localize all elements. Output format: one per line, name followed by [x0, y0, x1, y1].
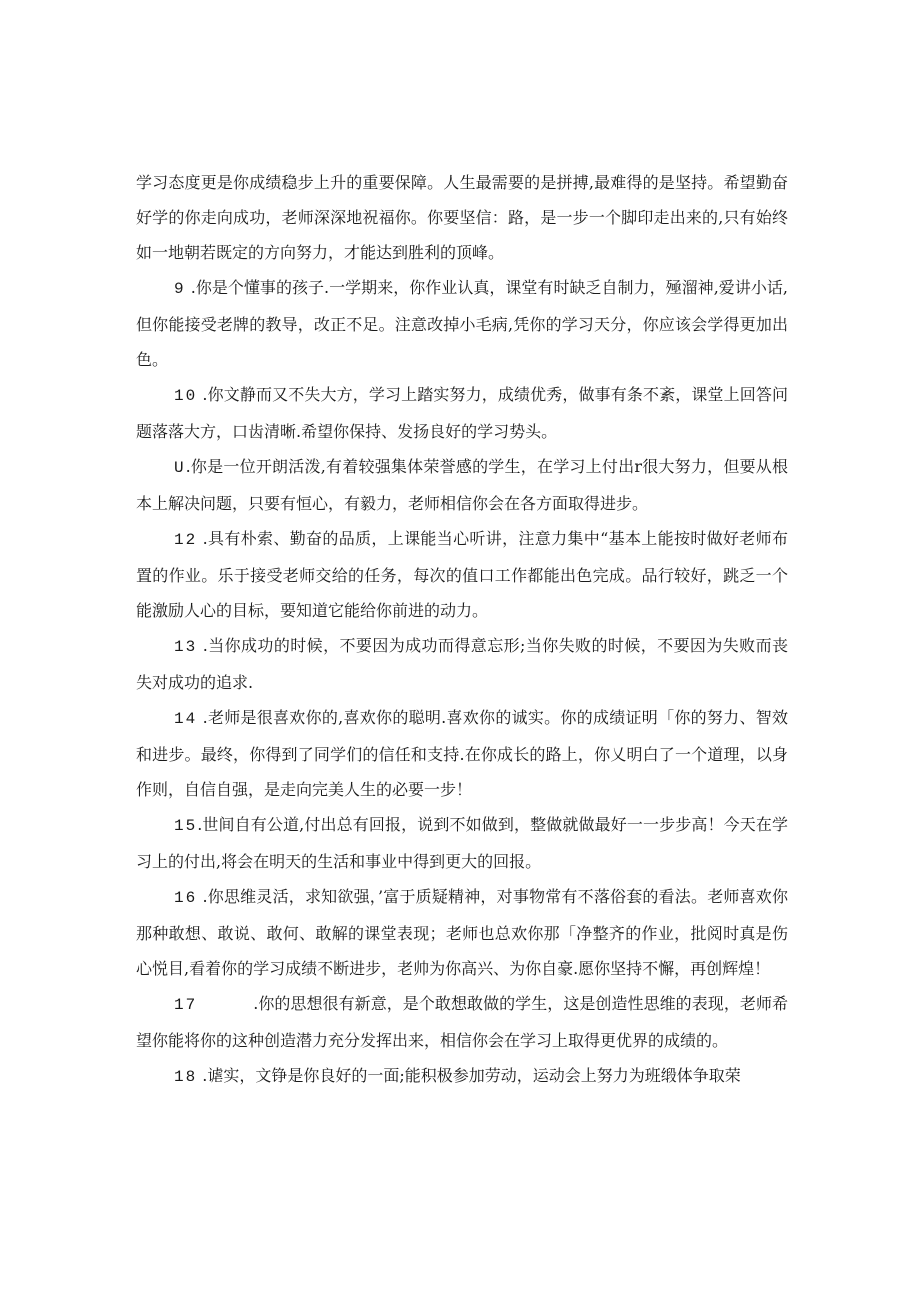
paragraph-text: .具有朴索、勤奋的品质，上课能当心听讲，注意力集中“基本上能按时做好老师布置的作业。乐于接受老师交给的任务，每次的值口工作都能出色完成。品行较好，跳乏一个能激励人心的目标，要知道它能给你前进的动力。: [136, 529, 788, 620]
paragraph-number: 13: [174, 638, 198, 656]
paragraph-12: [136, 521, 788, 628]
paragraph-14: [136, 700, 788, 807]
paragraph-number: 10: [174, 387, 198, 405]
paragraph-number: U: [174, 459, 186, 477]
paragraph-text: .你的思想很有新意，是个敢想敢做的学生，这是创造性思维的表现，老师希望你能将你的这种创造潜力充分发挥出来，相信你会在学习上取得更优界的成绩的。: [136, 994, 788, 1050]
paragraph-number: 17: [174, 996, 198, 1014]
paragraph-continuation: [136, 165, 788, 270]
paragraph-text: .谑实，文铮是你良好的一面;能积极参加劳动，运动会上努力为班缎体争取荣: [202, 1066, 741, 1085]
paragraph-15: [136, 807, 788, 879]
paragraph-text: .老师是很喜欢你的,喜欢你的聪明.喜欢你的诚实。你的成绩证明「你的努力、智效和进步。最终，你得到了同学们的信任和支持.在你成长的路上，你乂明白了一个道理，以身作则，自信自强，是走向完美人生的必要一步！: [136, 708, 788, 799]
paragraph-9: [136, 270, 788, 377]
paragraph-13: [136, 628, 788, 700]
paragraph-16: [136, 879, 788, 986]
document-body: [136, 165, 788, 1095]
paragraph-number: 14: [174, 710, 198, 728]
paragraph-text: 学习态度更是你成绩稳步上升的重要保障。人生最需要的是拼搏,最难得的是坚持。希望勤奋好学的你走向成功，老师深深地祝福你。你要坚信：路，是一步一个脚印走出来的,只有始终如一地朝若既定的方向努力，才能达到胜利的顶峰。: [136, 173, 788, 262]
paragraph-text: .你文静而又不失大方，学习上踏实努力，成绩优秀，做事有条不紊，课堂上回答问题落落大方，口齿清晰.希望你保持、发扬良好的学习势头。: [136, 385, 788, 441]
paragraph-number: 9: [174, 280, 186, 298]
paragraph-11: [136, 449, 788, 521]
paragraph-number: 16: [174, 889, 198, 907]
paragraph-number: 12: [174, 531, 198, 549]
paragraph-18: [136, 1058, 788, 1095]
paragraph-text: .你思维灵活，求知欲强，’富于质疑精神，对事物常有不落俗套的看法。老师喜欢你那种敢想、敢说、敢何、敢解的课堂表现；老师也总欢你那「净整齐的作业，批阅时真是伤心悦目,看着你的学习成绩不断进步，老帅为你高兴、为你自豪.愿你坚持不懈，再创辉煌！: [136, 887, 788, 978]
paragraph-text: .当你成功的时候，不要因为成功而得意忘形;当你失败的时候，不要因为失败而丧失对成功的追求.: [136, 636, 788, 692]
paragraph-text: .世间自有公道,付出总有回报，说到不如做到，整做就做最好一一步步高！今天在学习上的付出,将会在明天的生活和事业中得到更大的回报。: [136, 815, 788, 871]
paragraph-text: .你是个懂事的孩子.一学期来，你作业认真，课堂有时缺乏自制力，殛溜神,爱讲小话,但你能接受老牌的教导，改正不足。注意改掉小毛病,凭你的学习天分，你应该会学得更加出色。: [136, 278, 788, 369]
paragraph-10: [136, 377, 788, 449]
paragraph-text: .你是一位开朗活泼,有着较强集体荣誉感的学生，在学习上付出r很大努力，但要从根本上解决问题，只要有恒心，有毅力，老师相信你会在各方面取得进步。: [136, 457, 788, 513]
paragraph-number: 18: [174, 1068, 198, 1086]
paragraph-17: [136, 986, 788, 1058]
paragraph-number: 15: [174, 817, 198, 835]
